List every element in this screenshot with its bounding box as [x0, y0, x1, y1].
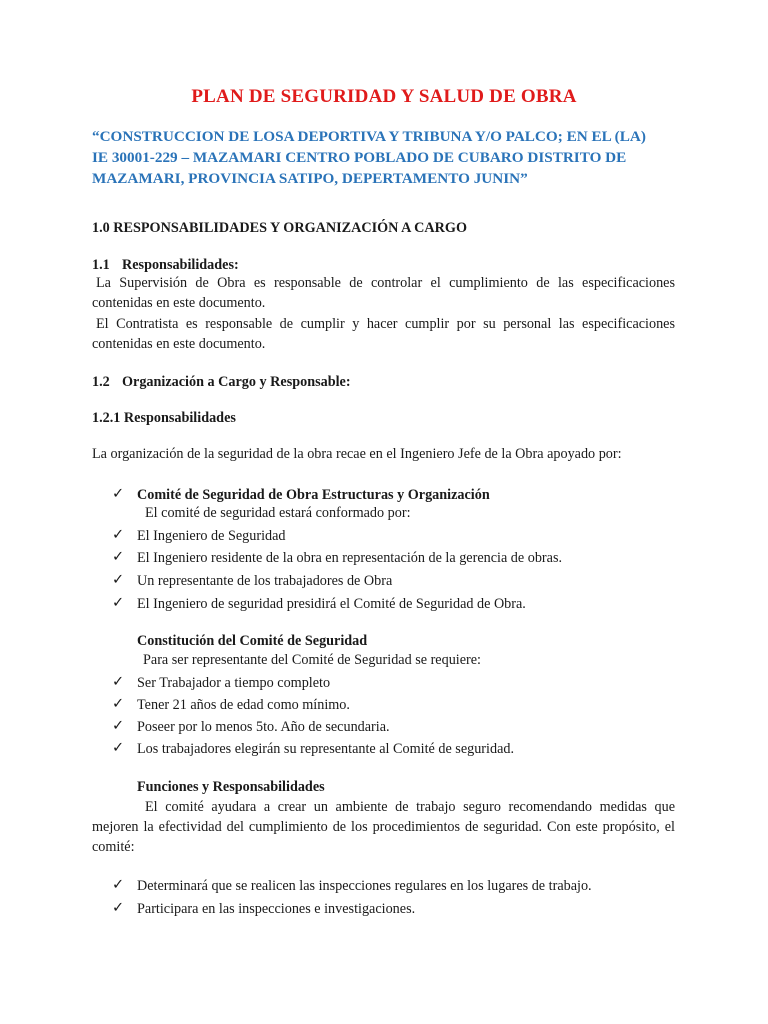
checkmark-icon: ✓ [112, 718, 125, 734]
checkmark-icon: ✓ [112, 877, 125, 893]
subtitle-line: IE 30001-229 – MAZAMARI CENTRO POBLADO DE CUBARO DISTRITO DE [92, 149, 627, 166]
list-item: El Ingeniero de seguridad presidirá el Comité de Seguridad de Obra. [137, 596, 526, 612]
funciones-paragraph: El comité ayudara a crear un ambiente de trabajo seguro recomendando medidas que mejoren la efectividad del cumplimiento de los procedimientos de seguridad. Con este propósito, el comité: [92, 799, 675, 855]
section-number-1-1: 1.1 [92, 257, 110, 273]
constitucion-intro: Para ser representante del Comité de Seguridad se requiere: [143, 652, 481, 668]
comite-heading: Comité de Seguridad de Obra Estructuras y Organización [137, 487, 490, 503]
paragraph-supervision: La Supervisión de Obra es responsable de controlar el cumplimiento de las especificaciones contenidas en este documento. [92, 275, 675, 311]
checkmark-icon: ✓ [112, 696, 125, 712]
checkmark-icon: ✓ [112, 486, 125, 502]
checkmark-icon: ✓ [112, 527, 125, 543]
checkmark-icon: ✓ [112, 674, 125, 690]
subtitle-line: MAZAMARI, PROVINCIA SATIPO, DEPERTAMENTO JUNIN” [92, 170, 528, 187]
section-heading-1-1: Responsabilidades: [122, 257, 239, 273]
paragraph-contratista: El Contratista es responsable de cumplir y hacer cumplir por su personal las especificaciones contenidas en este documento. [92, 316, 675, 352]
list-item: Poseer por lo menos 5to. Año de secundaria. [137, 719, 390, 735]
checkmark-icon: ✓ [112, 595, 125, 611]
list-item: El Ingeniero de Seguridad [137, 528, 286, 544]
checkmark-icon: ✓ [112, 740, 125, 756]
funciones-heading: Funciones y Responsabilidades [137, 779, 325, 795]
list-item: Participara en las inspecciones e investigaciones. [137, 901, 416, 917]
checkmark-icon: ✓ [112, 572, 125, 588]
section-heading-1-2: Organización a Cargo y Responsable: [122, 374, 351, 390]
comite-intro: El comité de seguridad estará conformado por: [145, 505, 411, 521]
list-item: Determinará que se realicen las inspecciones regulares en los lugares de trabajo. [137, 878, 592, 894]
paragraph-organizacion: La organización de la seguridad de la obra recae en el Ingeniero Jefe de la Obra apoyado por: [92, 446, 622, 462]
list-item: El Ingeniero residente de la obra en representación de la gerencia de obras. [137, 550, 563, 566]
list-item: Tener 21 años de edad como mínimo. [137, 697, 350, 713]
list-item: Ser Trabajador a tiempo completo [137, 675, 331, 691]
section-number-1-2: 1.2 [92, 374, 110, 390]
list-item: Los trabajadores elegirán su representante al Comité de seguridad. [137, 741, 515, 757]
subtitle-line: “CONSTRUCCION DE LOSA DEPORTIVA Y TRIBUNA Y/O PALCO; EN EL (LA) [92, 128, 646, 145]
list-item: Un representante de los trabajadores de Obra [137, 573, 393, 589]
document-title: PLAN DE SEGURIDAD Y SALUD DE OBRA [191, 86, 577, 107]
constitucion-heading: Constitución del Comité de Seguridad [137, 633, 368, 649]
checkmark-icon: ✓ [112, 549, 125, 565]
checkmark-icon: ✓ [112, 900, 125, 916]
project-subtitle [92, 126, 682, 189]
section-heading-1-0: 1.0 RESPONSABILIDADES Y ORGANIZACIÓN A CARGO [92, 220, 467, 236]
section-heading-1-2-1: 1.2.1 Responsabilidades [92, 410, 236, 426]
